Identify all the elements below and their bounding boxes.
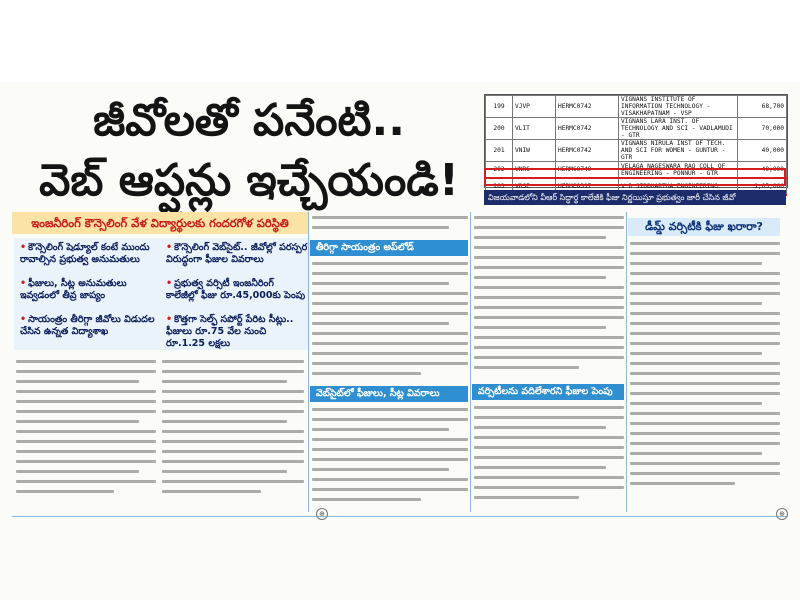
page-bottom-rule (12, 516, 788, 517)
fee-table-row (486, 96, 787, 118)
body-column-1b (162, 360, 304, 500)
subhead-evening-upload: తీరిగ్గా సాయంత్రం అప్‌లోడ్ (310, 240, 468, 256)
story-banner: ఇంజనీరింగ్ కౌన్సెలింగ్ వేళ విద్యార్థులకు గందరగోళ పరిస్థితి (12, 212, 308, 234)
body-column-2-mid (312, 262, 468, 382)
fee-amount-cell: 70,000 (738, 118, 787, 140)
fee-table-row (486, 140, 787, 162)
body-column-3-top (474, 216, 624, 376)
subhead-website-fees: వెబ్‌సైట్‌లో ఫీజులు, సీట్ల వివరాలు (310, 386, 468, 402)
row-number-cell: 201 (486, 140, 513, 162)
column-divider (308, 212, 309, 512)
sidebar-title: డీమ్డ్ వర్సిటీకి ఫీజు ఖరారా? (628, 218, 780, 236)
body-column-2-top (312, 216, 468, 236)
row-number-cell: 203 (486, 178, 513, 195)
hermc-code-cell: HERMC0742 (556, 118, 619, 140)
fee-table-row (486, 118, 787, 140)
subhead-varsity-fees: వర్సిటీలను వదిలేశారని ఫీజుల పెంపు (472, 384, 624, 400)
college-name-cell: VIGNANS LARA INST. OF TECHNOLOGY AND SCI - VADLAMUDI - GTR (619, 118, 738, 140)
fee-amount-cell: 40,000 (738, 140, 787, 162)
bullet-right-1: • కౌన్సెలింగ్ వెబ్‌సైట్.. జీవోల్లో పరస్పర విరుద్ధంగా ఫీజుల వివరాలు (166, 242, 308, 265)
body-column-4 (630, 242, 780, 492)
body-column-3-bottom (474, 406, 624, 506)
fee-amount-cell: 40,000 (738, 162, 787, 179)
bullet-left-1: • కౌన్సెలింగ్ షెడ్యూల్ కంటే ముందు రావాల్సిన ప్రభుత్వ అనుమతులు (20, 242, 150, 265)
photo-caption: విజయవాడలోని వీఆర్ సిద్ధార్థ కాలేజీకి ఫీజు నిర్ణయిస్తూ ప్రభుత్వం జారీ చేసిన జీవో (484, 190, 786, 205)
bullet-left-2: • ఫీజులు, సీట్ల అనుమతులు ఇవ్వడంలో తీవ్ర జాప్యం (20, 278, 127, 301)
hermc-code-cell: HERMC0749 (556, 162, 619, 179)
college-name-cell: VELAGA NAGESWARA RAO COLL OF ENGINEERING - PONNUR - GTR (619, 162, 738, 179)
college-code-cell: VNRC (513, 162, 556, 179)
bullet-box (14, 238, 310, 350)
college-code-cell: VLIT (513, 118, 556, 140)
headline-line-1: జీవోలతో పనేంటి.. (93, 95, 405, 146)
column-divider (626, 212, 627, 512)
bullet-left-3: • సాయంత్రం తీరిగ్గా జీవోలు విడుదల చేసిన ఉన్నత విద్యాశాఖ (20, 314, 155, 337)
hermc-code-cell: HERMC0742 (556, 96, 619, 118)
headline-line-2: వెబ్ ఆప్షన్లు ఇచ్చేయండి! (39, 155, 459, 206)
fee-amount-cell: 1,05,000 (738, 178, 787, 195)
row-number-cell: 200 (486, 118, 513, 140)
column-divider (470, 212, 471, 512)
college-code-cell: VNIW (513, 140, 556, 162)
college-name-cell: V R SIDDHARTHA ENGINEERING (619, 178, 738, 195)
bullet-right-2: • ప్రభుత్వ వర్సిటీ ఇంజనీరింగ్ కాలేజీల్లో ఫీజు రూ.45,000కు పెంపు (166, 278, 306, 301)
fee-amount-cell: 68,700 (738, 96, 787, 118)
highlight-box (484, 168, 786, 186)
hermc-code-cell: HERMC0742 (556, 140, 619, 162)
college-name-cell: VIGNANS INSTITUTE OF INFORMATION TECHNOLOGY - VISAKHAPATNAM - VSP (619, 96, 738, 118)
row-number-cell: 199 (486, 96, 513, 118)
row-number-cell: 202 (486, 162, 513, 179)
registration-mark-icon: ⊕ (776, 508, 788, 520)
hermc-code-cell: HERMC0317 (556, 178, 619, 195)
college-name-cell: VIGNANS NIRULA INST OF TECH. AND SCI FOR WOMEN - GUNTUR - GTR (619, 140, 738, 162)
page-top-margin (0, 0, 800, 82)
bullet-right-3: • కొత్తగా సెల్ఫ్ సపోర్ట్ పేరిట సీట్లు.. ఫీజులు రూ.75 వేల నుంచి రూ.1.25 లక్షలు (166, 314, 294, 349)
body-column-2-bottom (312, 408, 468, 508)
registration-mark-icon: ⊕ (316, 508, 328, 520)
college-code-cell: VJVP (513, 96, 556, 118)
college-code-cell: VRSE (513, 178, 556, 195)
body-column-1a (16, 360, 156, 500)
